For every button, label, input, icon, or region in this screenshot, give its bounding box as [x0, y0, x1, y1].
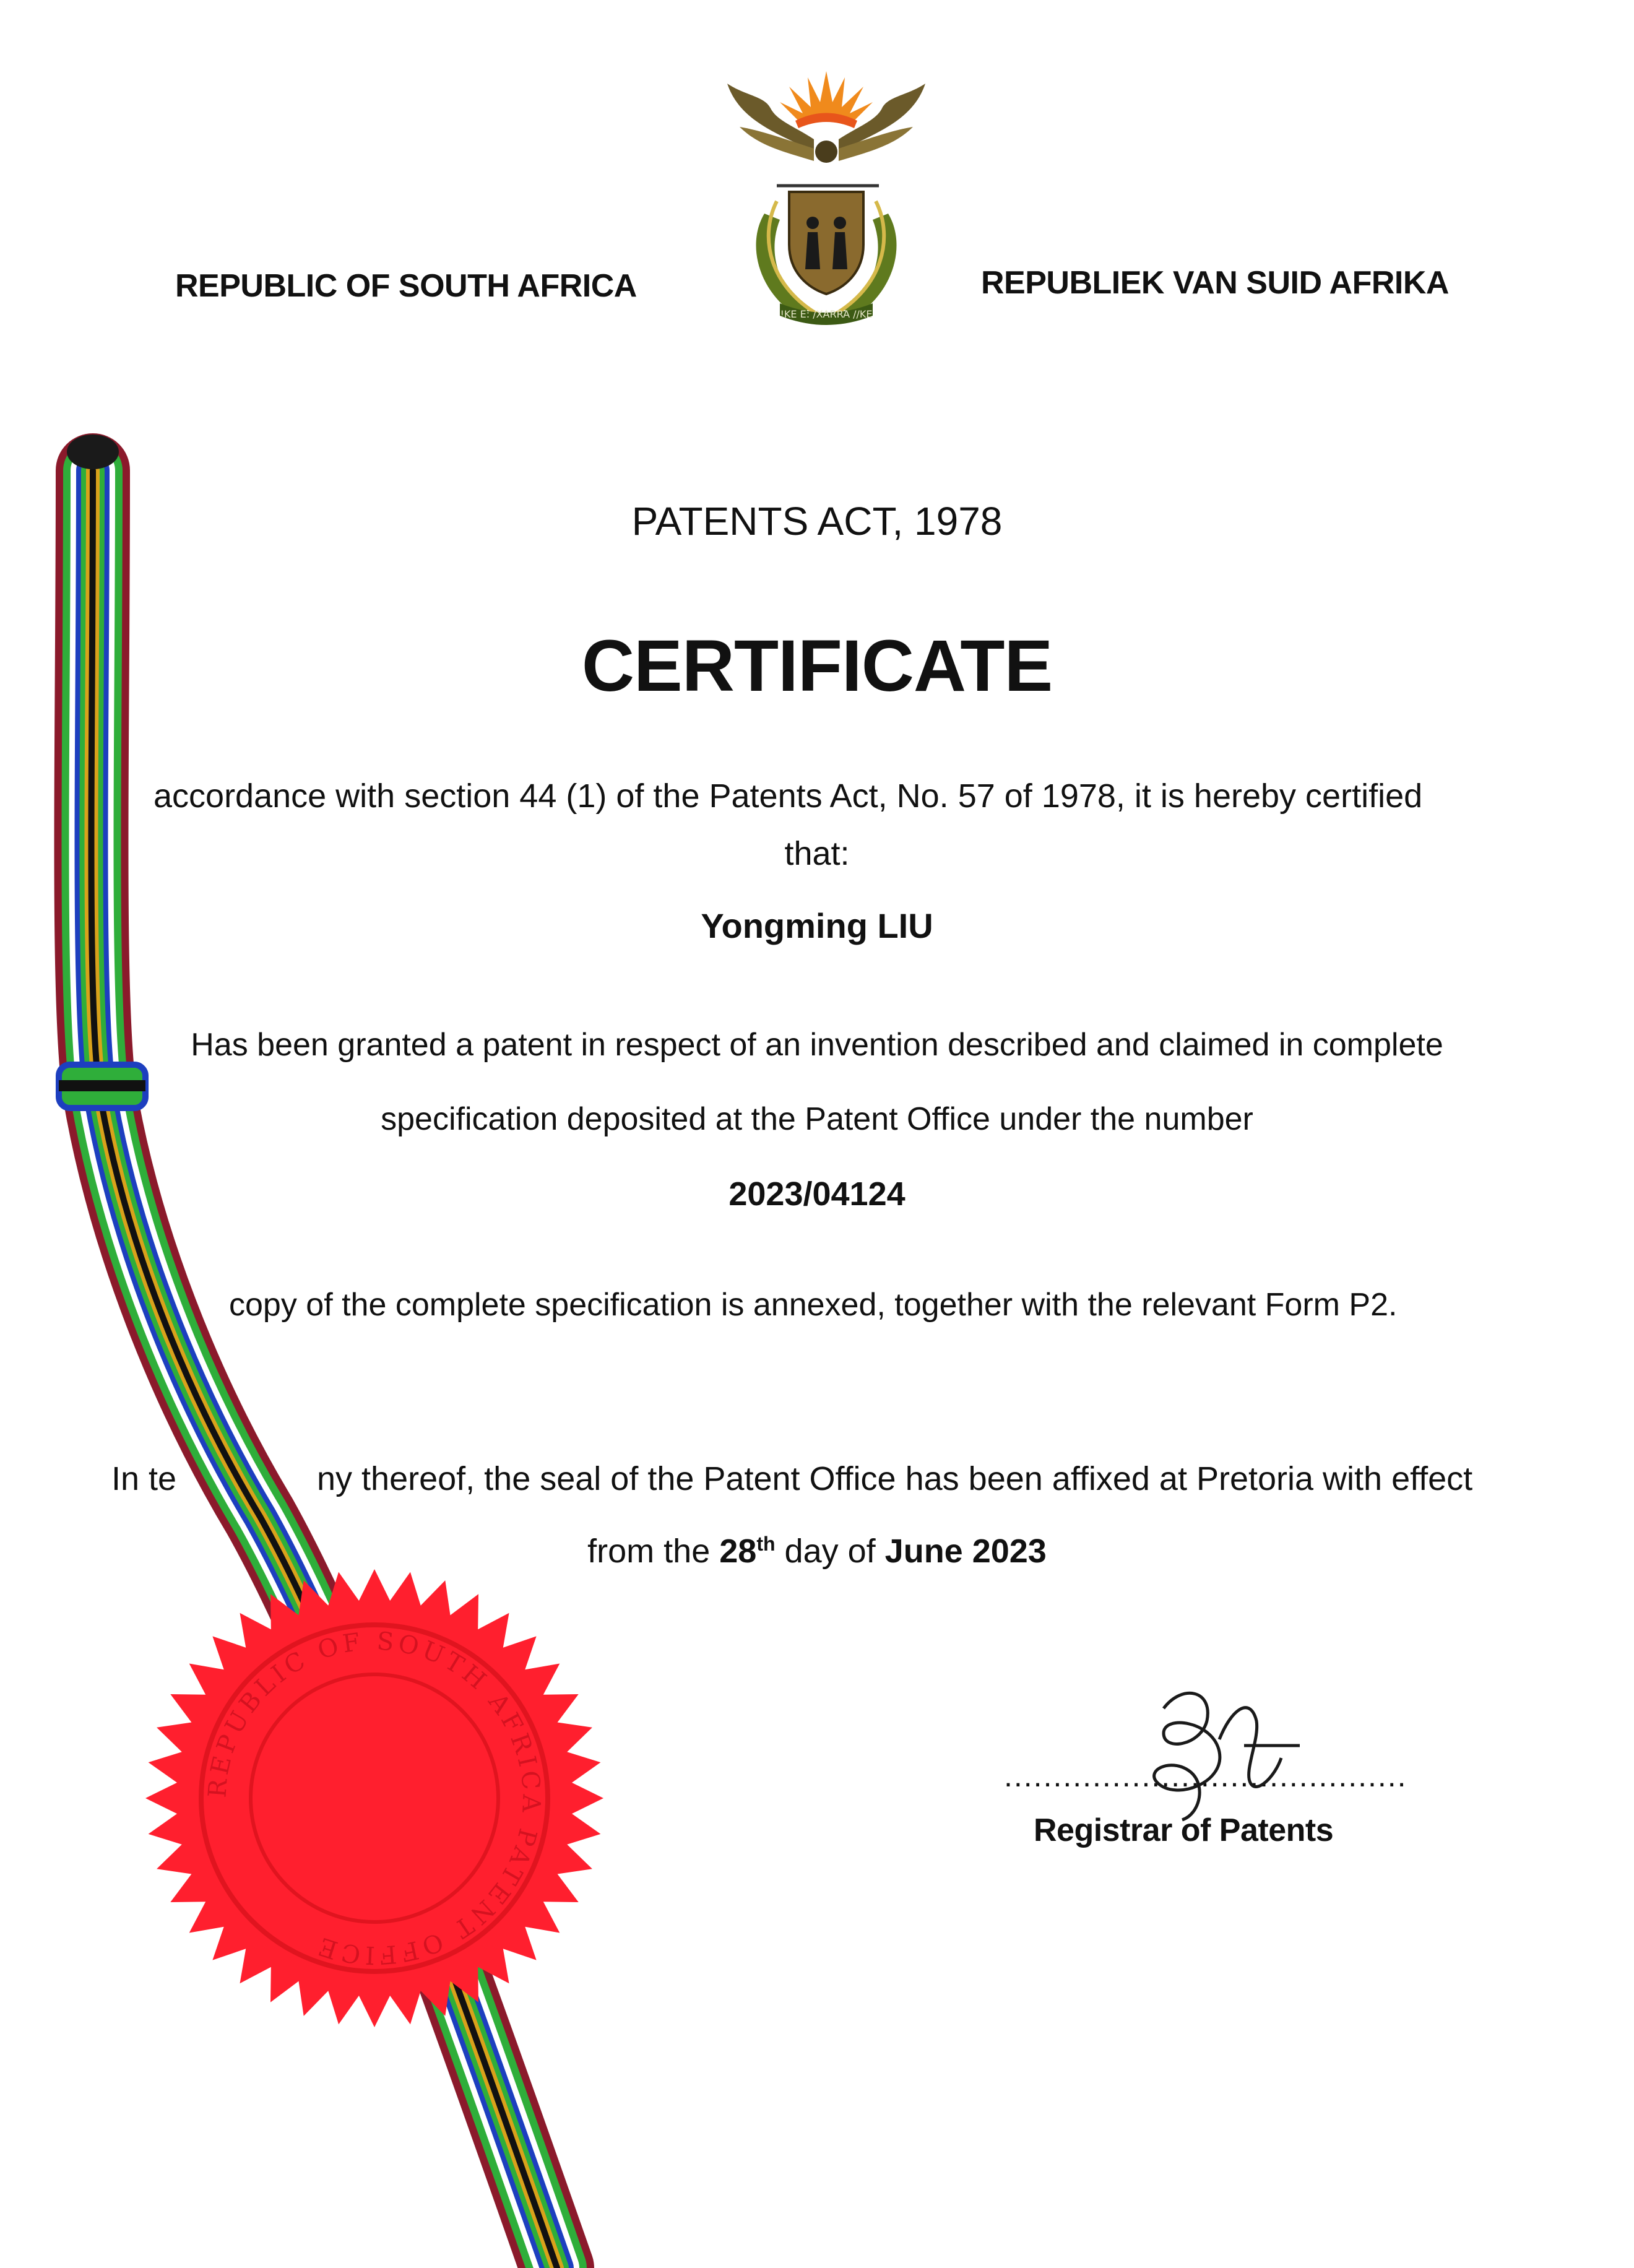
testimony-rest: ny thereof, the seal of the Patent Office has been affixed at Pretoria with effect: [317, 1460, 1473, 1497]
rising-sun-icon: [780, 71, 873, 128]
date-day: 28th: [719, 1533, 776, 1570]
coat-of-arms-emblem: [721, 59, 932, 331]
grant-line-1: Has been granted a patent in respect of an invention described and claimed in complete: [191, 1027, 1443, 1063]
intro-line-2: that:: [784, 835, 850, 872]
signature-line: .........................................: [1004, 1759, 1407, 1793]
shield-icon: [789, 192, 863, 294]
date-prefix: from the: [587, 1533, 711, 1570]
header-republic-afrikaans: REPUBLIEK VAN SUID AFRIKA: [981, 265, 1449, 301]
grantee-name: Yongming LIU: [701, 906, 933, 945]
certificate-title: CERTIFICATE: [581, 625, 1053, 707]
motto-text: !KE E: /XARRA //KE: [780, 308, 873, 320]
copy-line: copy of the complete specification is annexed, together with the relevant Form P2.: [229, 1287, 1398, 1323]
date-mid: day of: [784, 1533, 876, 1570]
patent-number: 2023/04124: [728, 1175, 906, 1213]
registrar-signature: [1126, 1684, 1306, 1826]
date-suffix: th: [756, 1533, 776, 1555]
registrar-label: Registrar of Patents: [1034, 1812, 1334, 1848]
patent-office-seal: [139, 1563, 610, 2033]
header-republic-english: REPUBLIC OF SOUTH AFRICA: [175, 268, 637, 304]
grant-line-2: specification deposited at the Patent Office under the number: [381, 1101, 1253, 1137]
date-month-year: June 2023: [884, 1533, 1047, 1570]
act-title: PATENTS ACT, 1978: [631, 499, 1003, 543]
intro-line-1: accordance with section 44 (1) of the Patents Act, No. 57 of 1978, it is hereby certified: [153, 777, 1423, 815]
seal-ring-text: REPUBLIC OF SOUTH AFRICA PATENT OFFICE: [203, 1627, 546, 1970]
testimony-start: In te: [111, 1460, 177, 1497]
